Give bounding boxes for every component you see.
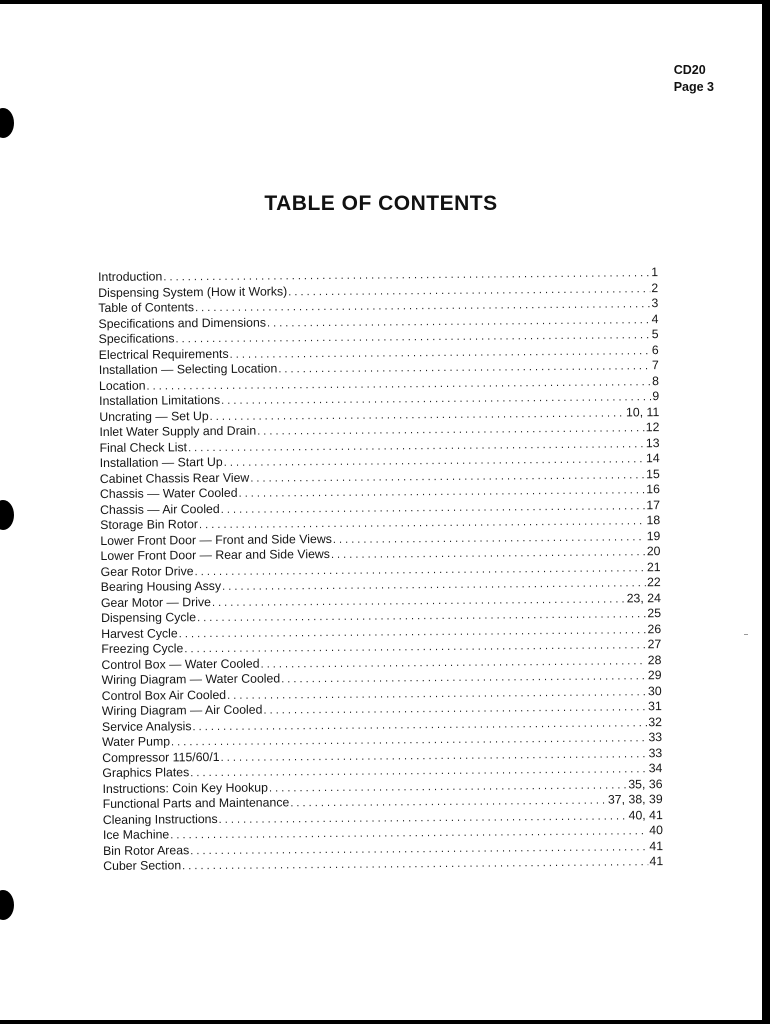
dot-leader	[269, 779, 627, 794]
toc-entry-page: 8	[652, 373, 660, 388]
toc-entry-label: Wiring Diagram — Water Cooled	[101, 671, 281, 687]
toc-entry-label: Ice Machine	[102, 827, 170, 842]
toc-entry-label: Water Pump	[102, 734, 171, 749]
toc-entry-label: Inlet Water Supply and Drain	[99, 423, 257, 439]
toc-entry-page: 40, 41	[628, 807, 663, 822]
toc-entry-page: 16	[646, 482, 660, 497]
binder-hole	[0, 108, 14, 138]
toc-entry-label: Chassis — Air Cooled	[100, 501, 220, 517]
toc-entry-label: Instructions: Coin Key Hookup	[102, 780, 269, 796]
toc-entry-label: Cabinet Chassis Rear View	[99, 470, 250, 486]
toc-entry-page: 18	[646, 513, 661, 528]
dot-leader	[288, 283, 650, 298]
toc-entry-label: Bin Rotor Areas	[103, 842, 190, 858]
toc-entry-page: 29	[647, 668, 662, 683]
toc-entry-label: Location	[98, 378, 146, 393]
toc-entry-label: Control Box Air Cooled	[101, 687, 227, 703]
toc-entry-label: Harvest Cycle	[101, 625, 178, 641]
document-code: CD20	[673, 63, 706, 77]
toc-entry-page: 37, 38, 39	[607, 792, 663, 807]
toc-entry-page: 27	[647, 637, 662, 652]
toc-entry-page: 33	[648, 745, 663, 760]
table-of-contents	[98, 265, 663, 874]
dot-leader	[278, 360, 651, 375]
toc-entry-page: 34	[648, 761, 663, 776]
toc-entry-page: 30	[647, 683, 662, 698]
toc-entry-page: 6	[651, 342, 659, 357]
toc-entry-label: Cleaning Instructions	[102, 811, 218, 827]
toc-entry-page: 21	[646, 559, 661, 574]
toc-entry-page: 10, 11	[625, 404, 660, 419]
toc-entry-label: Uncrating — Set Up	[99, 408, 209, 424]
toc-entry-label: Installation — Selecting Location	[98, 361, 278, 377]
toc-entry-page: 23, 24	[626, 590, 661, 605]
toc-entry-page: 12	[645, 420, 660, 435]
toc-entry-label: Service Analysis	[101, 718, 192, 734]
toc-entry-label: Lower Front Door — Rear and Side Views	[100, 546, 330, 563]
toc-entry-label: Freezing Cycle	[101, 641, 184, 656]
toc-entry-label: Compressor 115/60/1	[102, 749, 220, 765]
toc-entry-page: 5	[651, 327, 659, 342]
toc-entry-label: Gear Motor — Drive	[100, 594, 211, 610]
toc-entry-page: 26	[647, 621, 662, 636]
toc-entry-page: 15	[646, 466, 660, 481]
dot-leader	[281, 670, 647, 685]
toc-entry-page: 7	[651, 358, 659, 373]
toc-entry-page: 40	[649, 823, 663, 838]
toc-entry-page: 2	[651, 280, 659, 295]
toc-entry-label: Electrical Requirements	[98, 346, 229, 362]
toc-entry-label: Bearing Housing Assy	[100, 578, 222, 594]
toc-entry-label: Installation — Start Up	[99, 454, 223, 470]
toc-entry-page: 25	[647, 606, 662, 621]
toc-entry-label: Introduction	[98, 269, 163, 284]
toc-entry-label: Installation Limitations	[99, 392, 221, 408]
page-number-label: Page 3	[673, 80, 714, 94]
page-title	[0, 192, 762, 216]
toc-entry-label: Chassis — Water Cooled	[99, 485, 238, 501]
toc-entry-page: 20	[646, 544, 661, 559]
toc-entry-label: Lower Front Door — Front and Side Views	[100, 531, 332, 548]
toc-entry-page: 31	[648, 699, 662, 714]
toc-entry-page: 32	[648, 714, 663, 729]
toc-entry-page: 33	[648, 730, 663, 745]
toc-entry-page: 9	[652, 389, 660, 404]
title-text: TABLE OF CONTENTS	[264, 192, 498, 215]
scan-mark	[744, 634, 748, 635]
toc-entry-label: Dispensing Cycle	[100, 610, 197, 625]
document-page	[0, 4, 762, 1020]
toc-entry-label: Graphics Plates	[102, 765, 190, 780]
toc-entry-page: 3	[651, 296, 659, 311]
toc-entry-label: Functional Parts and Maintenance	[102, 795, 290, 811]
toc-entry-label: Cuber Section	[103, 858, 182, 873]
toc-entry-page: 19	[646, 528, 661, 543]
toc-entry-label: Wiring Diagram — Air Cooled	[101, 702, 263, 718]
toc-entry-label: Storage Bin Rotor	[100, 517, 199, 532]
binder-hole	[0, 500, 14, 530]
toc-entry-label: Table of Contents	[98, 300, 195, 315]
dot-leader	[182, 856, 648, 872]
toc-entry-label: Final Check List	[99, 439, 188, 455]
toc-entry-label: Control Box — Water Cooled	[101, 656, 260, 672]
toc-entry-page: 35, 36	[628, 776, 663, 791]
toc-entry-page: 28	[647, 652, 662, 667]
page-header	[674, 62, 714, 96]
toc-entry-label: Gear Rotor Drive	[100, 563, 194, 579]
dot-leader	[331, 546, 646, 561]
toc-entry-page: 41	[649, 854, 664, 869]
toc-entry-page: 22	[646, 575, 661, 590]
dot-leader	[290, 795, 607, 810]
dot-leader	[333, 531, 646, 546]
toc-entry-page: 41	[649, 838, 664, 853]
toc-entry-page: 17	[646, 497, 661, 512]
toc-entry-label: Specifications	[98, 331, 175, 346]
toc-entry-page: 4	[651, 311, 659, 326]
toc-entry-label: Specifications and Dimensions	[98, 315, 266, 331]
binder-hole	[0, 890, 14, 920]
toc-entry-page: 13	[645, 435, 660, 450]
toc-entry-page: 1	[651, 265, 659, 280]
toc-entry-page: 14	[645, 451, 660, 466]
toc-entry-label: Dispensing System (How it Works)	[98, 283, 288, 300]
